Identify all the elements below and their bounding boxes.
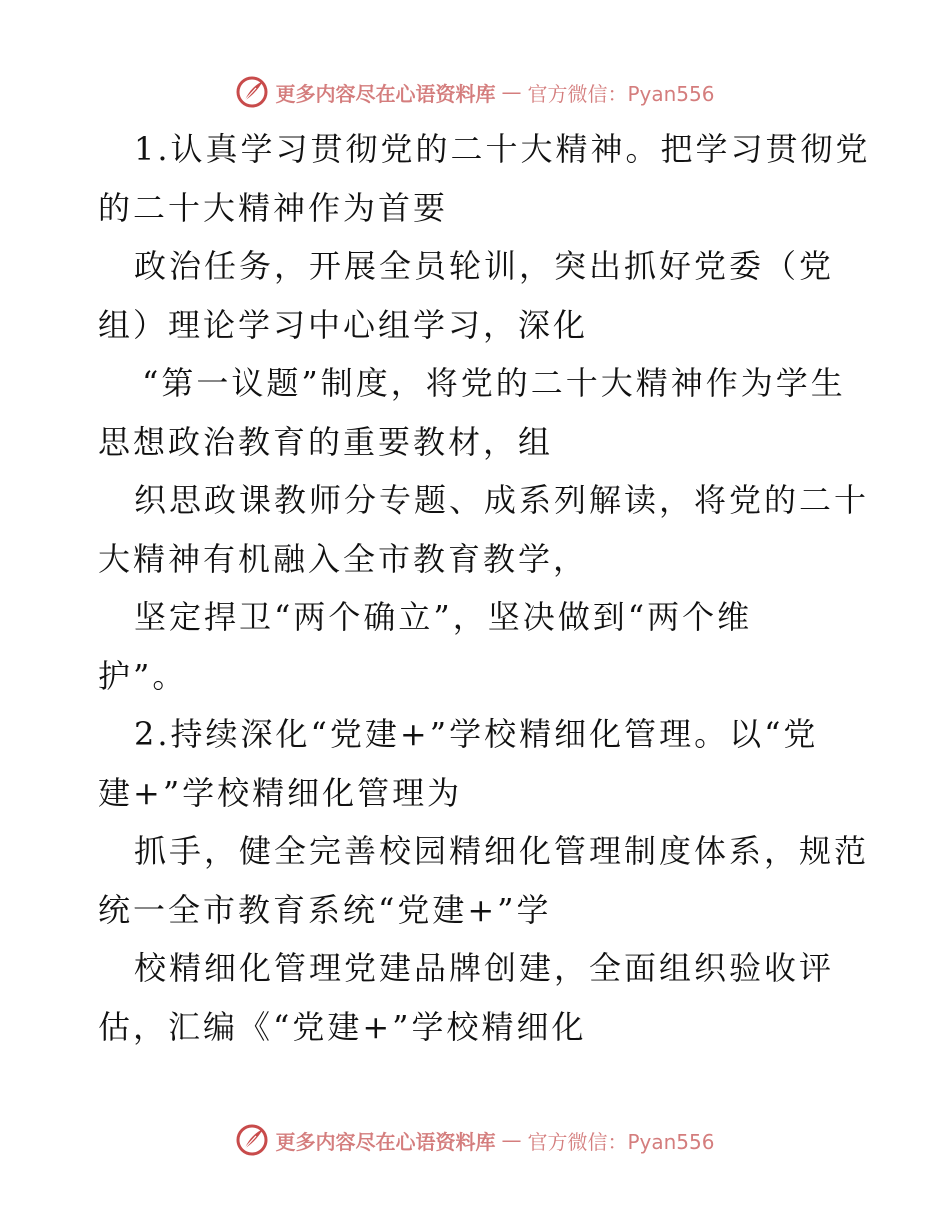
watermark-footer [0,1120,950,1160]
watermark-contact: 官方微信：Pyan556 [527,81,715,106]
feather-circle-icon [235,1123,269,1157]
watermark-separator: — [501,80,522,104]
watermark-header [0,72,950,112]
feather-circle-icon [235,75,269,109]
paragraph-line: 护”。 [98,656,188,695]
paragraph-line: 政治任务，开展全员轮训，突出抓好党委（党 [134,247,835,285]
paragraph-line: 坚定捍卫“两个确立”，坚决做到“两个维 [134,598,753,636]
document-body [98,120,871,1056]
paragraph-line: 统一全市教育系统“党建+”学 [98,890,552,929]
watermark-main-text: 更多内容尽在心语资料库 [275,1129,496,1154]
paragraph-line: 2.持续深化“党建+”学校精细化管理。以“党 [134,715,819,753]
paragraph-line: 织思政课教师分专题、成系列解读，将党的二十 [134,481,870,519]
paragraph-line: 校精细化管理党建品牌创建，全面组织验收评 [134,949,835,987]
watermark-separator: — [501,1128,522,1152]
paragraph-line: 1.认真学习贯彻党的二十大精神。把学习贯彻党 [134,130,871,168]
paragraph-line: 大精神有机融入全市教育教学， [98,539,589,578]
paragraph-line: 思想政治教育的重要教材，组 [98,422,554,461]
paragraph-line: 估，汇编《“党建+”学校精细化 [98,1007,587,1046]
paragraph-line: 组）理论学习中心组学习，深化 [98,305,589,344]
watermark-contact: 官方微信：Pyan556 [527,1129,715,1154]
paragraph-line: “第一议题”制度，将党的二十大精神作为学生 [142,364,846,402]
paragraph-line: 的二十大精神作为首要 [98,188,449,227]
paragraph-line: 建+”学校精细化管理为 [98,773,463,812]
paragraph-line: 抓手，健全完善校园精细化管理制度体系，规范 [134,832,870,870]
watermark-main-text: 更多内容尽在心语资料库 [275,81,496,106]
